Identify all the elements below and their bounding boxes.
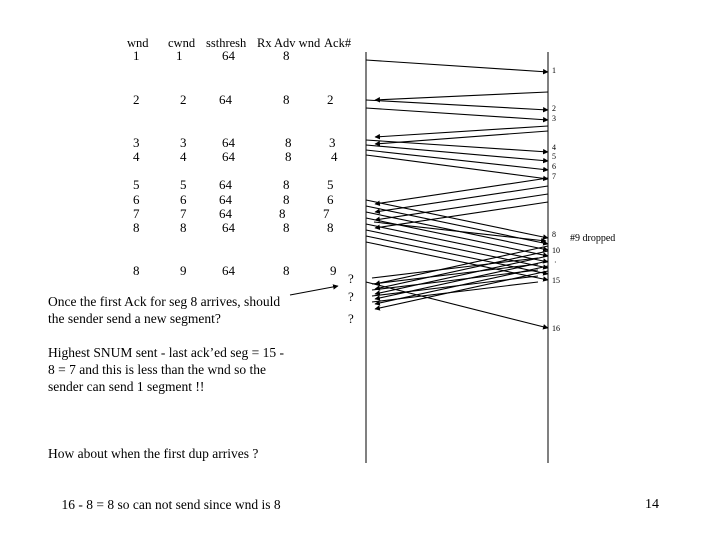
seg-label-7: 7 [552,172,556,181]
seg-label-10: 10 [552,246,560,255]
cell-wnd: 5 [133,177,140,192]
cell-cwnd: 7 [180,206,187,221]
cell-rx: 8 [283,263,290,278]
seg-label-6: 6 [552,162,556,171]
ack-arrow [375,178,548,204]
ack-arrow [375,186,548,212]
cell-ack: 4 [331,149,338,164]
question-mark: ? [348,311,354,326]
question-mark: ? [348,271,354,286]
cell-rx: 8 [283,177,290,192]
cell-cwnd: 1 [176,48,183,63]
answer-line: sender can send 1 segment !! [48,379,205,394]
seg-label-4: 4 [552,143,556,152]
cell-ssthresh: 64 [219,92,232,107]
cell-ack: 3 [329,135,336,150]
cell-cwnd: 5 [180,177,187,192]
question-line: the sender send a new segment? [48,311,221,326]
cell-cwnd: 6 [180,192,187,207]
cell-ssthresh: 64 [219,206,232,221]
cell-rx: 8 [285,135,292,150]
cell-rx: 8 [283,48,290,63]
header-cwnd: cwnd [168,36,196,50]
cell-wnd: 2 [133,92,140,107]
question-line: Once the first Ack for seg 8 arrives, should [48,294,281,309]
cell-ssthresh: 64 [222,220,235,235]
cell-cwnd: 4 [180,149,187,164]
cell-ssthresh: 64 [219,177,232,192]
cell-ack: 6 [327,192,334,207]
seg-label-15: 15 [552,276,560,285]
cell-ssthresh: 64 [222,263,235,278]
ack-arrow [375,202,548,228]
seg-label-1: 1 [552,66,556,75]
cell-rx: 8 [283,92,290,107]
cell-wnd: 8 [133,263,140,278]
cell-wnd: 7 [133,206,140,221]
cell-cwnd: 9 [180,263,187,278]
cell-rx: 8 [279,206,286,221]
segment-arrow [372,270,538,290]
annotation-pointer [290,286,338,295]
cell-rx: 8 [283,220,290,235]
segment-arrow [366,140,548,152]
cell-ack: 7 [323,206,330,221]
seg-label-3: 3 [552,114,556,123]
question-mark: ? [348,289,354,304]
segment-arrow [366,224,548,262]
cell-cwnd: 3 [180,135,187,150]
cell-cwnd: 8 [180,220,187,235]
ack-arrow [375,251,548,289]
dup-question-text [48,411,281,530]
cell-rx: 8 [285,149,292,164]
cell-ssthresh: 64 [222,149,235,164]
segment-arrow [366,108,548,120]
header-ssthresh: ssthresh [206,36,247,50]
ack-arrow [375,271,548,309]
cell-wnd: 4 [133,149,140,164]
cell-ack: 8 [327,220,334,235]
cell-ack: 2 [327,92,334,107]
dropped-note: #9 dropped [570,233,616,244]
seg-label-5: 5 [552,152,556,161]
cell-ssthresh: 64 [222,135,235,150]
seg-label-2: 2 [552,104,556,113]
cell-wnd: 1 [133,48,140,63]
seg-label-8: 8 [552,230,556,239]
answer-line: Highest SNUM sent - last ack’ed seg = 15 - [48,345,284,360]
cell-ack: 9 [330,263,337,278]
answer-text [48,344,284,395]
header-ack: Ack# [324,36,352,50]
cell-rx: 8 [283,192,290,207]
cell-wnd: 3 [133,135,140,150]
cell-cwnd: 2 [180,92,187,107]
cell-ssthresh: 64 [222,48,235,63]
ack-arrow [375,126,548,137]
cell-wnd: 6 [133,192,140,207]
dup-line: How about when the first dup arrives ? [48,446,259,461]
cell-ssthresh: 64 [219,192,232,207]
question-text [48,293,280,327]
answer-line: 8 = 7 and this is less than the wnd so the [48,362,266,377]
seg-label-dot: · [554,258,557,267]
segment-arrow [372,282,538,302]
cell-ack: 5 [327,177,334,192]
header-wnd: wnd [127,36,149,50]
page-number: 14 [645,497,659,512]
segment-arrow [366,100,548,110]
ack-arrow [375,92,548,100]
seg-label-16: 16 [552,324,560,333]
segment-arrow [366,60,548,72]
cell-wnd: 8 [133,220,140,235]
dup-line: 16 - 8 = 8 so can not send since wnd is 8 [48,497,281,512]
header-rx-adv-wnd: Rx Adv wnd [257,36,321,50]
